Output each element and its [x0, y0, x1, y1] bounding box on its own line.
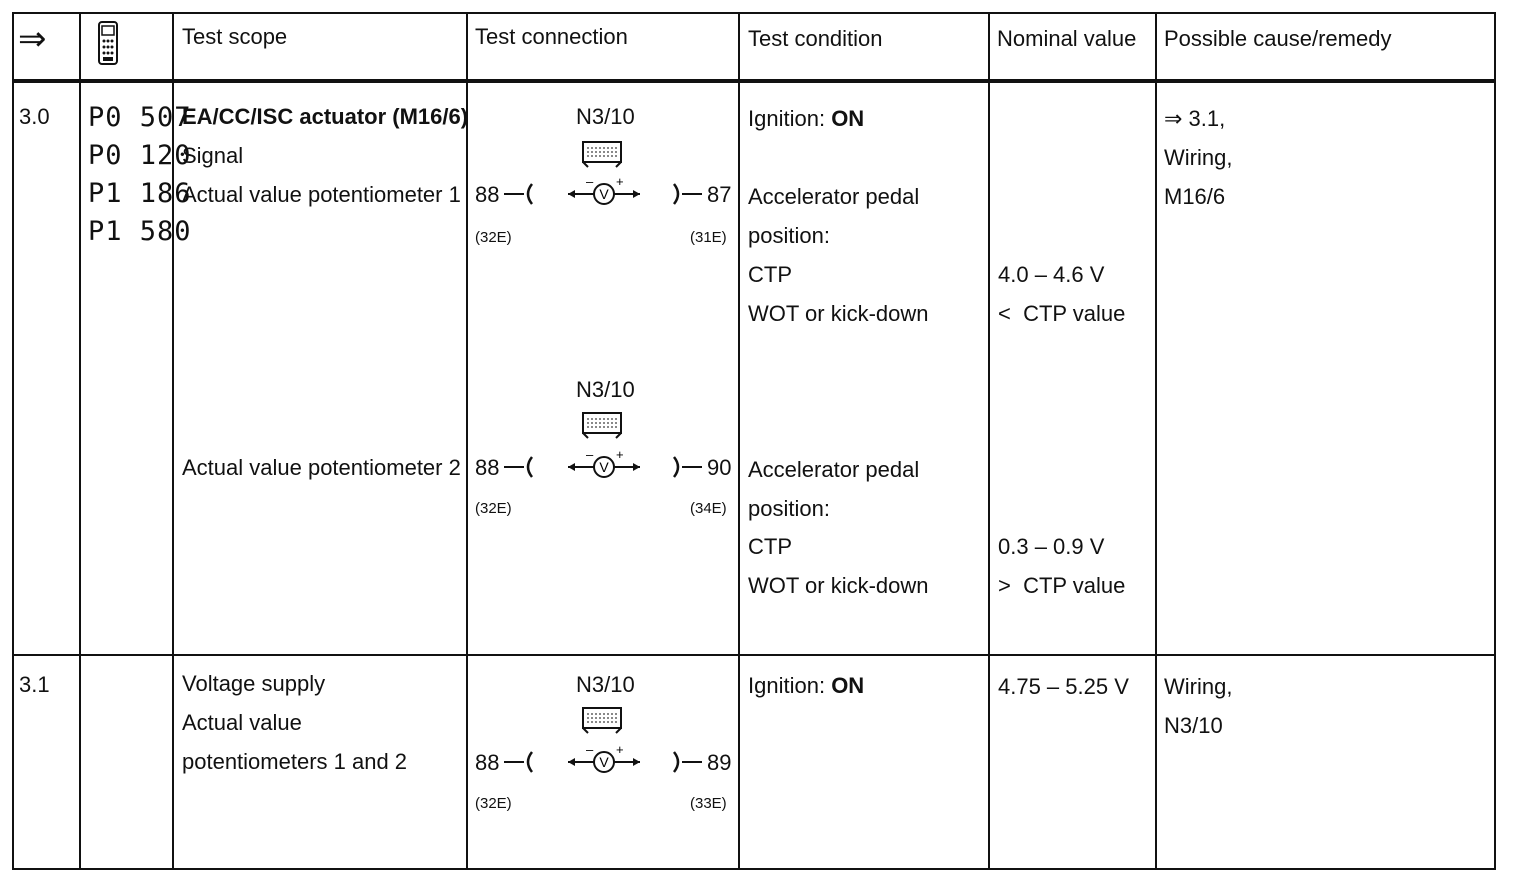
scope-signal: Signal [182, 143, 244, 168]
svg-text:–: – [586, 447, 594, 462]
column-divider [466, 12, 468, 870]
control-module-icon [580, 410, 624, 440]
left-pin: 88 [475, 750, 500, 775]
scope-potentiometer-1: Actual value potentiometer 1 [182, 182, 461, 207]
svg-text:+: + [616, 742, 624, 757]
right-pin-sub: (33E) [690, 795, 727, 812]
column-divider [988, 12, 990, 870]
ignition-condition [748, 108, 864, 130]
header-test-scope: Test scope [182, 24, 288, 49]
svg-text:V: V [599, 459, 609, 475]
step-number: 3.1 [19, 672, 50, 697]
ignition-value: ON [831, 106, 865, 131]
nominal-value: 4.0 – 4.6 V [998, 262, 1105, 287]
right-pin: 89 [707, 750, 732, 775]
cause-item: M16/6 [1164, 184, 1226, 209]
right-pin-sub: (31E) [690, 229, 727, 246]
column-divider [738, 12, 740, 870]
module-label: N3/10 [576, 377, 635, 402]
column-divider [79, 12, 81, 870]
pedal-label: Accelerator pedal [748, 457, 920, 482]
svg-text:+: + [616, 447, 624, 462]
connector-socket-icon [670, 453, 706, 481]
ignition-label: Ignition: [748, 673, 826, 698]
table-frame [12, 12, 1496, 870]
position-label: position: [748, 496, 830, 521]
connector-plug-icon [502, 748, 542, 776]
left-pin-sub: (32E) [475, 229, 512, 246]
module-label: N3/10 [576, 672, 635, 697]
right-pin-sub: (34E) [690, 500, 727, 517]
wot-label: WOT or kick-down [748, 301, 929, 326]
pedal-label: Accelerator pedal [748, 184, 920, 209]
right-pin: 90 [707, 455, 732, 480]
voltmeter-icon [564, 449, 644, 485]
fault-code: P0 507 [88, 102, 192, 133]
scope-line: Voltage supply [182, 671, 326, 696]
cause-reference: ⇒ 3.1, [1164, 106, 1226, 131]
module-label: N3/10 [576, 104, 635, 129]
step-number: 3.0 [19, 104, 50, 129]
nominal-value: < CTP value [998, 301, 1126, 326]
arrow-icon: ⇒ [18, 20, 47, 58]
nominal-value: > CTP value [998, 573, 1126, 598]
header-divider [12, 79, 1496, 83]
connector-socket-icon [670, 748, 706, 776]
connector-plug-icon [502, 180, 542, 208]
header-possible-cause: Possible cause/remedy [1164, 26, 1392, 51]
left-pin-sub: (32E) [475, 500, 512, 517]
scope-title: EA/CC/ISC actuator (M16/6) [182, 104, 469, 129]
voltmeter-icon [564, 176, 644, 212]
left-pin: 88 [475, 455, 500, 480]
scope-line: Actual value [182, 710, 302, 735]
connector-plug-icon [502, 453, 542, 481]
right-pin: 87 [707, 182, 732, 207]
column-divider [1155, 12, 1157, 870]
fault-code: P0 120 [88, 140, 192, 171]
left-pin: 88 [475, 182, 500, 207]
header-test-condition: Test condition [748, 26, 883, 51]
nominal-value: 4.75 – 5.25 V [998, 674, 1129, 699]
header-test-connection: Test connection [475, 24, 628, 49]
svg-text:–: – [586, 174, 594, 189]
scope-line: potentiometers 1 and 2 [182, 749, 408, 774]
svg-text:–: – [586, 742, 594, 757]
cause-item: Wiring, [1164, 674, 1233, 699]
hand-held-tester-icon [96, 20, 120, 71]
header-nominal-value: Nominal value [997, 26, 1137, 51]
ctp-label: CTP [748, 534, 792, 559]
ignition-condition [748, 675, 864, 697]
voltmeter-icon [564, 744, 644, 780]
control-module-icon [580, 139, 624, 169]
cause-item: N3/10 [1164, 713, 1223, 738]
fault-code: P1 186 [88, 178, 192, 209]
ignition-label: Ignition: [748, 106, 826, 131]
control-module-icon [580, 705, 624, 735]
scope-potentiometer-2: Actual value potentiometer 2 [182, 455, 461, 480]
ignition-value: ON [831, 673, 865, 698]
ctp-label: CTP [748, 262, 792, 287]
wot-label: WOT or kick-down [748, 573, 929, 598]
row-divider [12, 654, 1496, 656]
left-pin-sub: (32E) [475, 795, 512, 812]
svg-text:V: V [599, 754, 609, 770]
nominal-value: 0.3 – 0.9 V [998, 534, 1105, 559]
cause-item: Wiring, [1164, 145, 1233, 170]
connector-socket-icon [670, 180, 706, 208]
position-label: position: [748, 223, 830, 248]
svg-text:+: + [616, 174, 624, 189]
svg-text:V: V [599, 186, 609, 202]
fault-code: P1 580 [88, 216, 192, 247]
